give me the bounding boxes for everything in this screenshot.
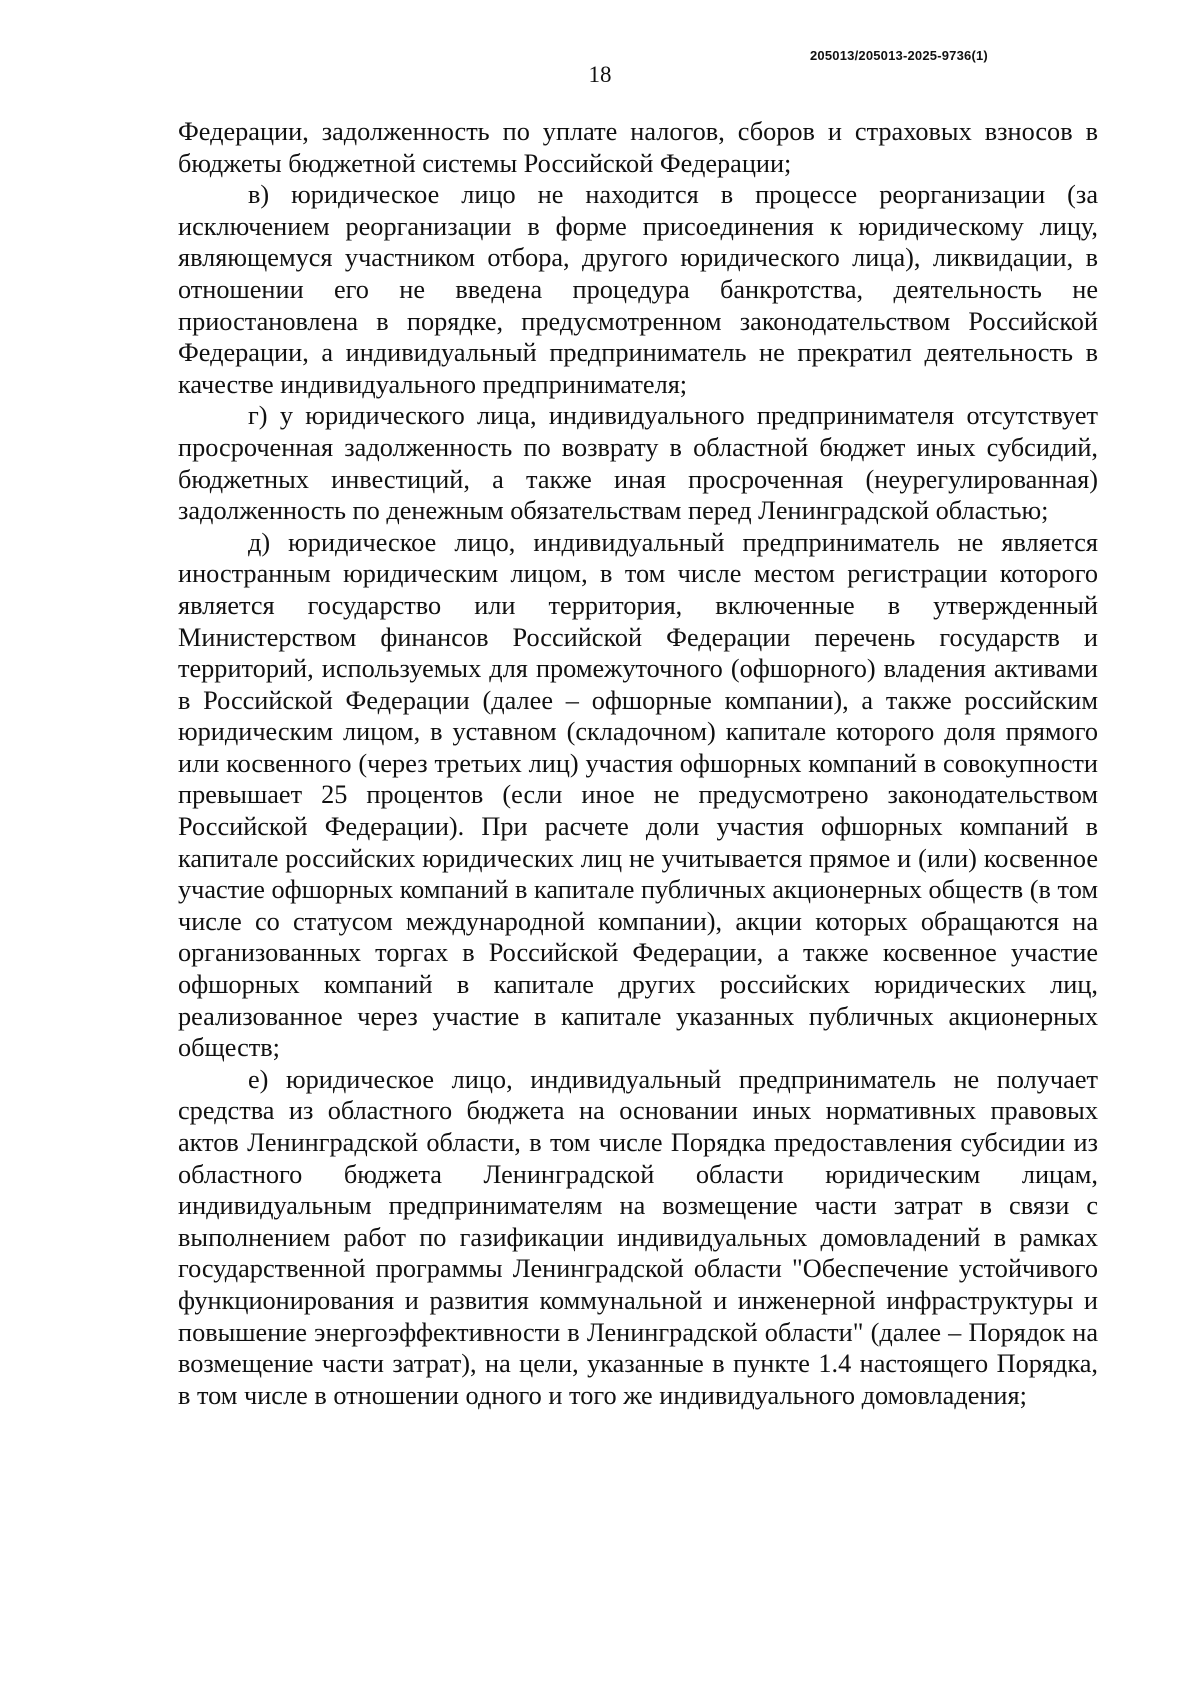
page-number: 18 [588, 62, 612, 87]
paragraph-item-v: в) юридическое лицо не находится в процессе реорганизации (за исключением реорганизации в форме присоединения к юридическому лицу, являющемуся участником отбора, другого юридического лица), ликвидации, в отношении его не введена процедура банкротства, деятельность не приостановлена в порядке, предусмотренном законодательством Российской Федерации, а индивидуальный предприниматель не прекратил деятельность в качестве индивидуального предпринимателя; [178, 180, 1098, 399]
document-body [178, 116, 1098, 1411]
paragraph-item-d: д) юридическое лицо, индивидуальный предприниматель не является иностранным юридическим лицом, в том числе местом регистрации которого является государство или территория, включенные в утвержденный Министерством финансов Российской Федерации перечень государств и территорий, используемых для промежуточного (офшорного) владения активами в Российской Федерации (далее – офшорные компании), а также российским юридическим лицом, в уставном (складочном) капитале которого доля прямого или косвенного (через третьих лиц) участия офшорных компаний в совокупности превышает 25 процентов (если иное не предусмотрено законодательством Российской Федерации). При расчете доли участия офшорных компаний в капитале российских юридических лиц не учитывается прямое и (или) косвенное участие офшорных компаний в капитале публичных акционерных обществ (в том числе со статусом международной компании), акции которых обращаются на организованных торгах в Российской Федерации, а также косвенное участие офшорных компаний в капитале других российских юридических лиц, реализованное через участие в капитале указанных публичных акционерных обществ; [178, 527, 1098, 1063]
document-code: 205013/205013-2025-9736(1) [810, 48, 988, 63]
paragraph-item-g: г) у юридического лица, индивидуального предпринимателя отсутствует просроченная задолженность по возврату в областной бюджет иных субсидий, бюджетных инвестиций, а также иная просроченная (неурегулированная) задолженность по денежным обязательствам перед Ленинградской областью; [178, 401, 1098, 526]
paragraph-continuation: Федерации, задолженность по уплате налогов, сборов и страховых взносов в бюджеты бюджетной системы Российской Федерации; [178, 117, 1098, 178]
paragraph-item-e: е) юридическое лицо, индивидуальный предприниматель не получает средства из областного бюджета на основании иных нормативных правовых актов Ленинградской области, в том числе Порядка предоставления субсидии из областного бюджета Ленинградской области юридическим лицам, индивидуальным предпринимателям на возмещение части затрат в связи с выполнением работ по газификации индивидуальных домовладений в рамках государственной программы Ленинградской области "Обеспечение устойчивого функционирования и развития коммунальной и инженерной инфраструктуры и повышение энергоэффективности в Ленинградской области" (далее – Порядок на возмещение части затрат), на цели, указанные в пункте 1.4 настоящего Порядка, в том числе в отношении одного и того же индивидуального домовладения; [178, 1064, 1098, 1410]
